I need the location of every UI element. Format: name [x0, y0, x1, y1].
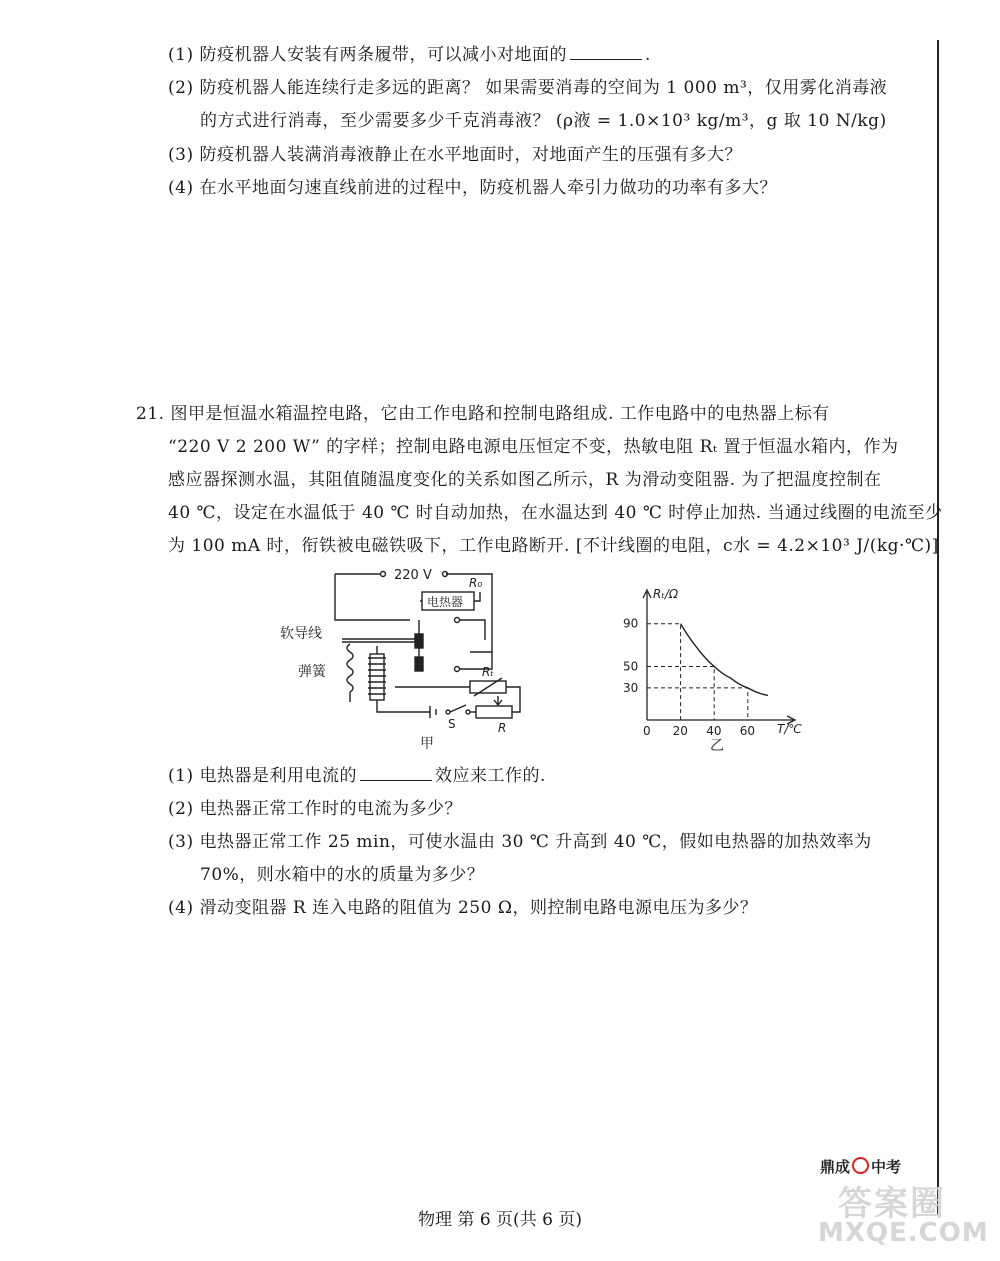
answer-blank[interactable]: [360, 764, 432, 781]
spring-label: 弹簧: [298, 664, 326, 680]
q21-part1-text: (1) 电热器是利用电流的: [168, 766, 357, 786]
q21-stem-line3: 感应器探测水温，其阻值随温度变化的关系如图乙所示，R 为滑动变阻器. 为了把温度控制在: [168, 470, 882, 490]
q21-part3-line2: 70%，则水箱中的水的质量为多少？: [200, 865, 485, 885]
heater-label: 电热器: [427, 595, 464, 609]
watermark-url: MXQE.COM: [818, 1218, 989, 1248]
q20-part1: [168, 43, 651, 67]
x-tick-label: 20: [672, 724, 688, 738]
answer-blank[interactable]: [570, 43, 642, 60]
y-tick-label: 90: [623, 616, 639, 631]
q20-part4: (4) 在水平地面匀速直线前进的过程中，防疫机器人牵引力做功的功率有多大？: [168, 178, 777, 198]
brand-right: 中考: [871, 1158, 902, 1176]
series-line: [681, 624, 768, 696]
y-axis-label: Rₜ/Ω: [653, 587, 679, 601]
switch-s-label: S: [448, 717, 456, 731]
q21-stem-line2: “220 V 2 200 W” 的字样；控制电路电源电压恒定不变，热敏电阻 Rₜ 置于恒温水箱内，作为: [168, 437, 899, 457]
rt-temperature-chart: [615, 578, 825, 756]
q21-stem-line1: 21. 图甲是恒温水箱温控电路，它由工作电路和控制电路组成. 工作电路中的电热器上标有: [136, 404, 830, 424]
brand-left: 鼎成: [820, 1158, 851, 1176]
q21-part1-end: 效应来工作的.: [434, 766, 546, 786]
q21-part4: (4) 滑动变阻器 R 连入电路的阻值为 250 Ω，则控制电路电源电压为多少？: [168, 898, 758, 918]
watermark-logo: 答案圈: [838, 1184, 946, 1224]
y-tick-label: 50: [623, 659, 639, 674]
q20-part2-line2: 的方式进行消毒，至少需要多少千克消毒液？ (ρ液 = 1.0×10³ kg/m³，g 取 10 N/kg): [200, 111, 887, 131]
page-footer: 物理 第 6 页(共 6 页): [418, 1210, 582, 1230]
figure-yi-caption: 乙: [710, 738, 724, 754]
brand-circle-icon: [852, 1157, 869, 1174]
q21-part1: [168, 764, 546, 788]
guide-line: [647, 688, 748, 720]
q20-part1-text: (1) 防疫机器人安装有两条履带，可以减小对地面的: [168, 45, 567, 65]
y-tick-label: 30: [623, 680, 639, 695]
guide-line: [647, 624, 681, 720]
x-tick-label: 40: [706, 724, 722, 738]
q21-part2: (2) 电热器正常工作时的电流为多少？: [168, 799, 462, 819]
x-axis-label: T/℃: [777, 722, 802, 736]
q21-stem-line5: 为 100 mA 时，衔铁被电磁铁吸下，工作电路断开. [不计线圈的电阻，c水 = 4.2×10³ J/(kg·℃)]: [168, 536, 939, 556]
x-tick-label: 60: [739, 724, 756, 738]
r0-label: R₀: [469, 576, 483, 590]
figure-jia-caption: 甲: [420, 736, 434, 752]
soft-wire-label: 软导线: [280, 626, 322, 642]
q21-part3-line1: (3) 电热器正常工作 25 min，可使水温由 30 ℃ 升高到 40 ℃，假如电热器的加热效率为: [168, 832, 872, 852]
brand-logo: [820, 1156, 901, 1177]
page-margin-rule: [937, 40, 939, 1215]
rt-label: Rₜ: [482, 665, 494, 679]
q20-part3: (3) 防疫机器人装满消毒液静止在水平地面时，对地面产生的压强有多大？: [168, 145, 742, 165]
voltage-label: 220 V: [394, 568, 432, 583]
q20-part2-line1: (2) 防疫机器人能连续行走多远的距离？ 如果需要消毒的空间为 1 000 m³，仅用雾化消毒液: [168, 78, 888, 98]
q21-stem-line4: 40 ℃，设定在水温低于 40 ℃ 时自动加热，在水温达到 40 ℃ 时停止加热. 当通过线圈的电流至少: [168, 503, 943, 523]
q20-part1-end: .: [644, 45, 651, 65]
circuit-diagram: [270, 562, 530, 752]
rheostat-r-label: R: [498, 721, 507, 735]
x-tick-label: 0: [643, 724, 651, 738]
